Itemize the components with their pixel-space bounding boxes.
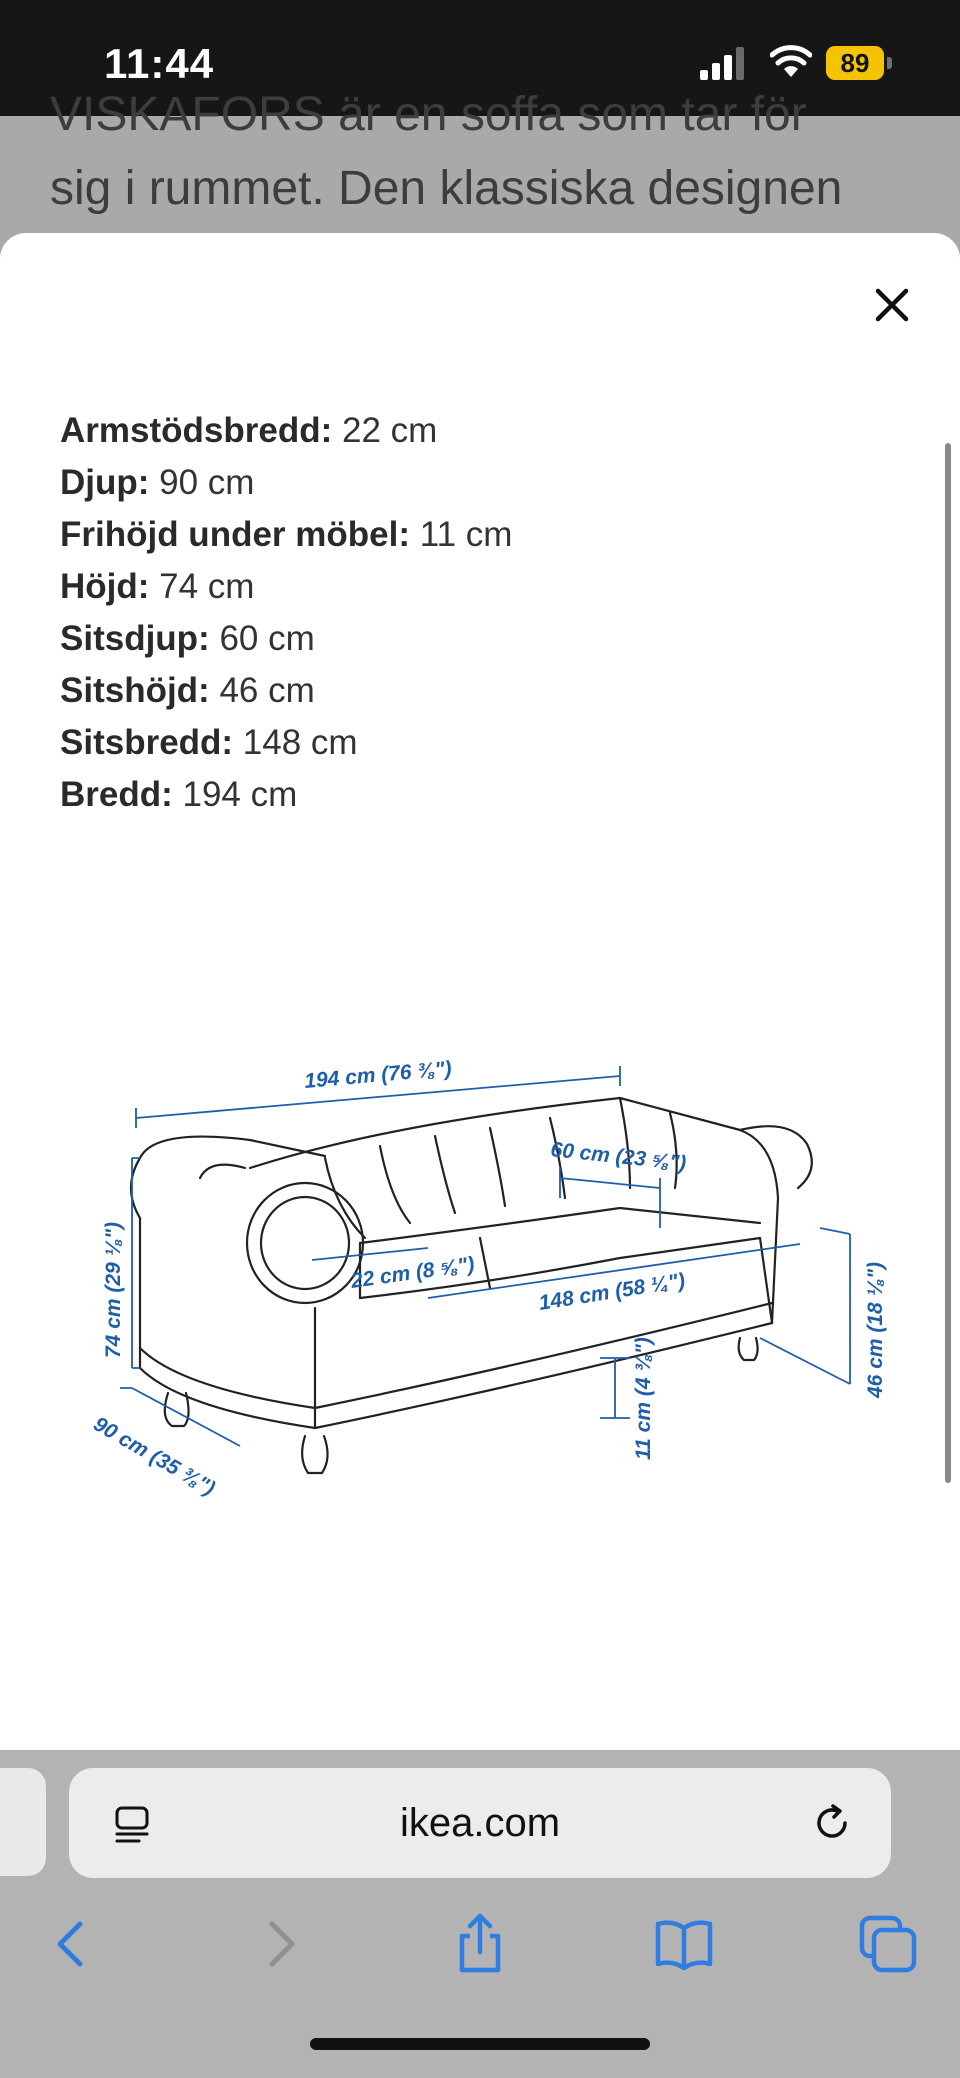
spec-value: 90 cm xyxy=(149,463,255,502)
spec-row xyxy=(60,509,512,561)
spec-label: Bredd: xyxy=(60,775,173,814)
spec-label: Sitsdjup: xyxy=(60,619,210,658)
url-text[interactable]: ikea.com xyxy=(399,1801,561,1845)
spec-row xyxy=(60,405,512,457)
background-line: sig i rummet. Den klassiska designen xyxy=(50,162,843,215)
dim-depth-label: 90 cm (35 ⅜") xyxy=(89,1412,219,1501)
spec-value: 74 cm xyxy=(149,567,255,606)
tabs-icon[interactable] xyxy=(856,1912,920,1976)
spec-label: Sitsbredd: xyxy=(60,723,234,762)
spec-label: Sitshöjd: xyxy=(60,671,210,710)
spec-row xyxy=(60,717,512,769)
dimension-lines xyxy=(120,1066,850,1446)
spec-row xyxy=(60,769,512,821)
wifi-icon xyxy=(770,44,812,80)
previous-tab-preview[interactable] xyxy=(0,1768,46,1876)
spec-row xyxy=(60,561,512,613)
spec-value: 46 cm xyxy=(209,671,315,710)
dimension-spec-list xyxy=(60,405,512,821)
spec-value: 60 cm xyxy=(209,619,315,658)
spec-value: 148 cm xyxy=(233,723,358,762)
dim-armrest-label: 22 cm (8 ⅝") xyxy=(349,1252,476,1293)
browser-toolbar xyxy=(0,1750,960,2078)
dim-height-label: 74 cm (29 ⅛") xyxy=(102,1221,125,1358)
battery-level: 89 xyxy=(826,46,884,80)
spec-row xyxy=(60,613,512,665)
status-time: 11:44 xyxy=(104,40,215,87)
spec-row xyxy=(60,457,512,509)
reader-icon[interactable] xyxy=(113,1804,153,1844)
spec-row xyxy=(60,665,512,717)
scrollbar[interactable] xyxy=(945,443,951,1483)
sofa-drawing xyxy=(131,1098,812,1473)
dim-seat-width-label: 148 cm (58 ¼") xyxy=(537,1269,687,1315)
forward-icon[interactable] xyxy=(248,1912,312,1976)
reload-icon[interactable] xyxy=(811,1802,853,1844)
dim-seat-height-label: 46 cm (18 ⅛") xyxy=(864,1261,887,1398)
dim-seat-depth-label: 60 cm (23 ⅝") xyxy=(549,1138,688,1176)
signal-icon xyxy=(700,46,750,80)
spec-label: Frihöjd under möbel: xyxy=(60,515,410,554)
sofa-dimension-diagram xyxy=(60,1048,920,1568)
share-icon[interactable] xyxy=(448,1912,512,1976)
back-icon[interactable] xyxy=(40,1912,104,1976)
battery-indicator xyxy=(826,46,896,80)
dim-clearance-label: 11 cm (4 ⅜") xyxy=(632,1337,655,1460)
close-icon[interactable] xyxy=(868,281,916,329)
background-description xyxy=(50,78,930,226)
background-line: VISKAFORS är en soffa som tar för xyxy=(50,88,807,141)
spec-label: Armstödsbredd: xyxy=(60,411,333,450)
spec-label: Höjd: xyxy=(60,567,150,606)
spec-value: 22 cm xyxy=(332,411,438,450)
spec-label: Djup: xyxy=(60,463,150,502)
home-indicator xyxy=(310,2038,650,2050)
dimensions-modal xyxy=(0,233,960,1750)
battery-cap xyxy=(887,57,892,69)
dim-width-label: 194 cm (76 ⅜") xyxy=(303,1057,453,1093)
bookmarks-icon[interactable] xyxy=(652,1912,716,1976)
address-bar[interactable] xyxy=(69,1768,891,1878)
spec-value: 194 cm xyxy=(172,775,298,814)
spec-value: 11 cm xyxy=(409,515,513,554)
